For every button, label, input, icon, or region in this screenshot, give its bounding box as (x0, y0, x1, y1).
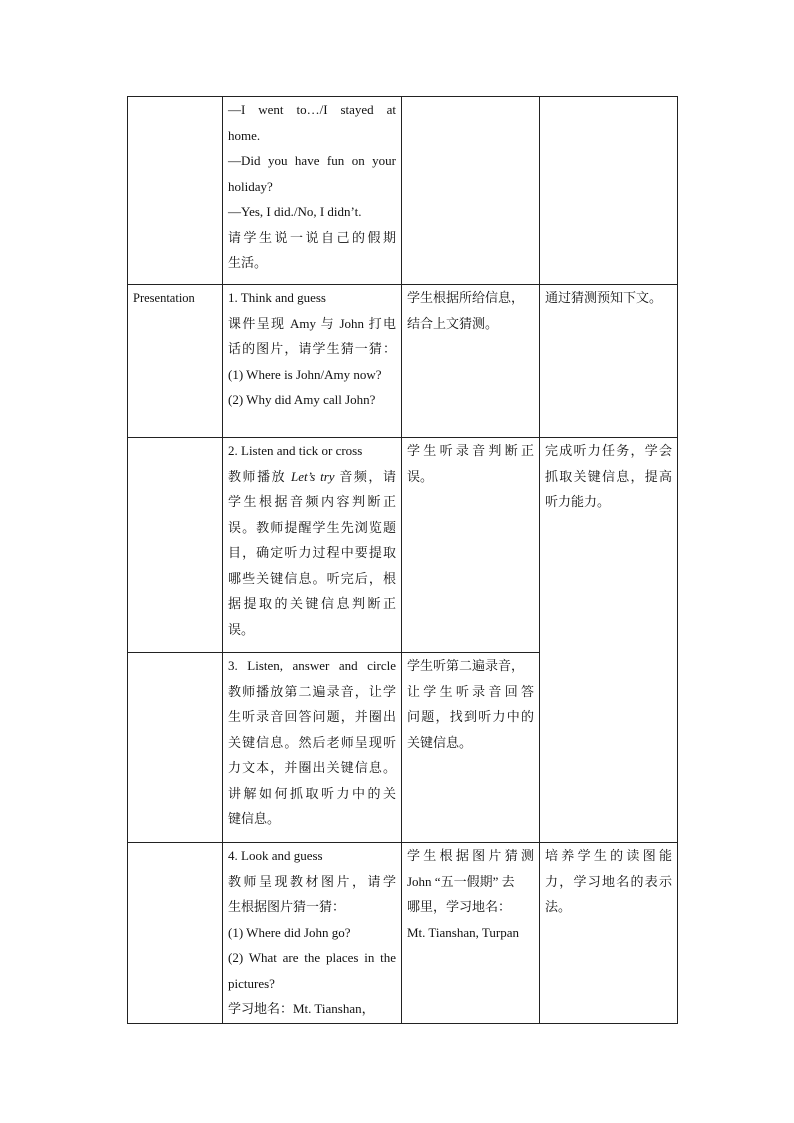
text-line: 通过猜测预知下文。 (545, 290, 663, 305)
text-fragment: 音频，请 (334, 468, 396, 484)
text-line: 学生根据音频内容判断正 (228, 494, 396, 509)
activity-cell (223, 285, 402, 438)
text-line: (2) What are the places in the (228, 950, 396, 965)
text-line: 法。 (545, 899, 572, 914)
text-line (228, 464, 396, 490)
student-cell (402, 97, 540, 285)
text-line: 生根据图片猜一猜： (228, 899, 346, 914)
text-line: 培养学生的读图能 (545, 848, 672, 863)
text-line: 话的图片，请学生猜一猜： (228, 341, 396, 356)
text-line: 课件呈现 Amy 与 John 打电 (228, 315, 396, 331)
table-row (128, 285, 678, 438)
text-line: home. (228, 127, 261, 143)
text-line: 结合上文猜测。 (407, 315, 499, 331)
text-line: John “五一假期” 去 (407, 873, 515, 889)
purpose-cell (540, 843, 678, 1024)
text-line: 键信息。 (228, 811, 281, 826)
activity-cell (223, 843, 402, 1024)
activity-cell (223, 97, 402, 285)
stage-cell (128, 653, 223, 843)
text-line: 据提取的关键信息判断正 (228, 596, 396, 611)
text-line: 让学生听录音回答 (407, 683, 534, 699)
text-line: 请学生说一说自己的假期 (228, 229, 396, 245)
text-line: 哪些关键信息。听完后，根 (228, 570, 396, 586)
text-line: 学生根据所给信息， (407, 290, 525, 305)
table-row (128, 97, 678, 285)
text-line: 误。 (228, 621, 255, 637)
text-line: 关键信息。 (407, 734, 473, 750)
text-fragment: 教师播放 (228, 468, 291, 484)
text-line: 误。 (407, 468, 434, 484)
stage-cell (128, 843, 223, 1024)
text-line: 听力能力。 (545, 494, 611, 509)
text-line: —I went to…/I stayed at (228, 102, 396, 117)
student-cell (402, 843, 540, 1024)
activity-cell (223, 438, 402, 653)
text-line: 学习地名：Mt. Tianshan， (228, 1001, 375, 1016)
text-line: 生听录音回答问题，并圈出 (228, 709, 396, 724)
stage-cell (128, 97, 223, 285)
text-line: 力，学习地名的表示 (545, 873, 672, 889)
text-line: 学生听第二遍录音， (407, 658, 525, 673)
text-line: 学生听录音判断正 (407, 443, 534, 458)
text-line: 2. Listen and tick or cross (228, 443, 363, 458)
student-cell (402, 438, 540, 653)
student-cell (402, 653, 540, 843)
text-line: (1) Where did John go? (228, 924, 351, 940)
lesson-plan-table (127, 96, 678, 1024)
text-line: 关键信息。然后老师呈现听 (228, 734, 396, 750)
text-line: 目，确定听力过程中要提取 (228, 545, 396, 560)
student-cell (402, 285, 540, 438)
text-line: holiday? (228, 178, 273, 194)
text-line: 1. Think and guess (228, 290, 326, 305)
purpose-cell (540, 97, 678, 285)
stage-cell: Presentation (128, 285, 223, 438)
text-line: Mt. Tianshan, Turpan (407, 924, 519, 940)
text-line: —Yes, I did./No, I didn’t. (228, 204, 362, 219)
text-line: 问题，找到听力中的 (407, 709, 534, 724)
purpose-cell (540, 285, 678, 438)
text-line: 4. Look and guess (228, 848, 323, 863)
text-line: 讲解如何抓取听力中的关 (228, 785, 396, 801)
text-line: 哪里，学习地名： (407, 899, 512, 914)
text-line: (1) Where is John/Amy now? (228, 366, 382, 382)
text-line: 完成听力任务，学会 (545, 443, 672, 458)
italic-title: Let’s try (290, 468, 335, 484)
purpose-cell (540, 438, 678, 843)
text-line: 抓取关键信息，提高 (545, 468, 672, 484)
text-line: pictures? (228, 975, 275, 991)
table-row (128, 438, 678, 653)
text-line: 力文本，并圈出关键信息。 (228, 760, 396, 775)
table-row (128, 843, 678, 1024)
text-line: (2) Why did Amy call John? (228, 392, 376, 407)
activity-cell (223, 653, 402, 843)
text-line: 教师播放第二遍录音，让学 (228, 683, 396, 699)
text-line: 学生根据图片猜测 (407, 848, 534, 863)
text-line: 生活。 (228, 255, 268, 270)
text-line: 误。教师提醒学生先浏览题 (228, 519, 396, 535)
stage-cell (128, 438, 223, 653)
text-line: 教师呈现教材图片，请学 (228, 873, 396, 889)
text-line: 3. Listen, answer and circle (228, 658, 396, 673)
text-line: —Did you have fun on your (228, 153, 396, 168)
